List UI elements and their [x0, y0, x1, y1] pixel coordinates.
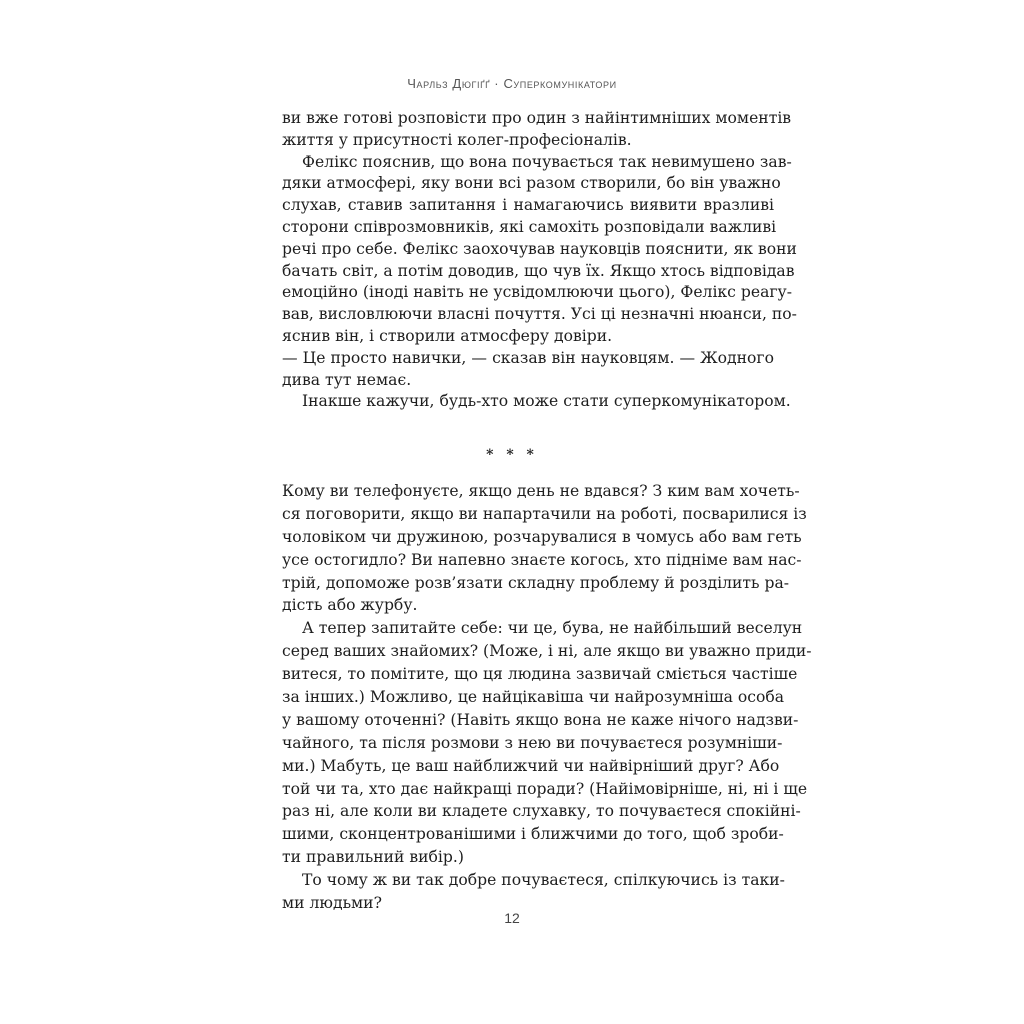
text-line: ви вже готові розповісти про один з найінтимніших моментів: [282, 109, 792, 127]
text-line: Інакше кажучи, будь-хто може стати суперкомунікатором.: [302, 392, 791, 411]
text-line: Фелікс пояснив, що вона почувається так невимушено зав-: [302, 152, 792, 171]
text-line: дість або журбу.: [282, 596, 418, 615]
text-line: раз ні, але коли ви кладете слухавку, то почуваєтеся спокійні-: [282, 802, 801, 821]
text-line: сторони співрозмовників, які самохіть розповідали важливі: [282, 217, 777, 236]
text-line: ми людьми?: [282, 894, 382, 913]
text-line: життя у присутності колег-професіоналів.: [282, 130, 632, 149]
section-2-text: [282, 480, 812, 915]
text-line: чоловіком чи дружиною, розчарувалися в чомусь або вам геть: [282, 527, 802, 546]
text-line: — Це просто навички, — сказав він науковцям. — Жодного: [282, 348, 774, 367]
text-line: витеся, то помітите, що ця людина зазвичай сміється частіше: [282, 665, 798, 684]
text-line: шими, сконцентрованішими і ближчими до того, щоб зроби-: [282, 825, 784, 844]
text-line: ми.) Мабуть, це ваш найближчий чи найвірніший друг? Або: [282, 756, 780, 775]
text-line: дива тут немає.: [282, 370, 412, 389]
section-separator: * * *: [486, 447, 538, 463]
text-line: речі про себе. Фелікс заохочував науковців пояснити, як вони: [282, 239, 797, 258]
text-line: слухав, ставив запитання і намагаючись виявити вразливі: [282, 196, 774, 215]
text-line: той чи та, хто дає найкращі поради? (Найімовірніше, ні, ні і ще: [282, 779, 808, 798]
text-line: Кому ви телефонуєте, якщо день не вдався? З ким вам хочеть-: [282, 482, 800, 500]
text-line: серед ваших знайомих? (Може, і ні, але якщо ви уважно приди-: [282, 642, 812, 661]
text-line: вав, висловлюючи власні почуття. Усі ці незначні нюанси, по-: [282, 305, 797, 324]
section-1-text: [282, 108, 797, 413]
text-line: чайного, та після розмови з нею ви почуваєтеся розумніши-: [282, 733, 783, 752]
text-line: А тепер запитайте себе: чи це, бува, не найбільший веселун: [302, 619, 803, 638]
running-header: Чарльз Дюгіґґ · Суперкомунікатори: [407, 76, 617, 91]
text-line: усе остогидло? Ви напевно знаєте когось, хто підніме вам нас-: [282, 550, 802, 569]
text-line: у вашому оточенні? (Навіть якщо вона не каже нічого надзви-: [282, 710, 799, 729]
text-line: бачать світ, а потім доводив, що чув їх. Якщо хтось відповідав: [282, 261, 795, 280]
text-line: трій, допоможе розв’язати складну проблему й розділить ра-: [282, 573, 790, 592]
text-line: яснив він, і створили атмосферу довіри.: [282, 326, 613, 345]
text-line: дяки атмосфері, яку вони всі разом створили, бо він уважно: [282, 174, 781, 193]
text-line: емоційно (іноді навіть не усвідомлюючи цього), Фелікс реагу-: [282, 283, 792, 302]
text-line: за інших.) Можливо, це найцікавіша чи найрозумніша особа: [282, 688, 785, 707]
text-line: То чому ж ви так добре почуваєтеся, спілкуючись із таки-: [302, 871, 785, 890]
text-line: ся поговорити, якщо ви напартачили на роботі, посварилися із: [282, 504, 807, 523]
text-line: ти правильний вибір.): [282, 848, 464, 867]
page-number: 12: [504, 910, 520, 926]
